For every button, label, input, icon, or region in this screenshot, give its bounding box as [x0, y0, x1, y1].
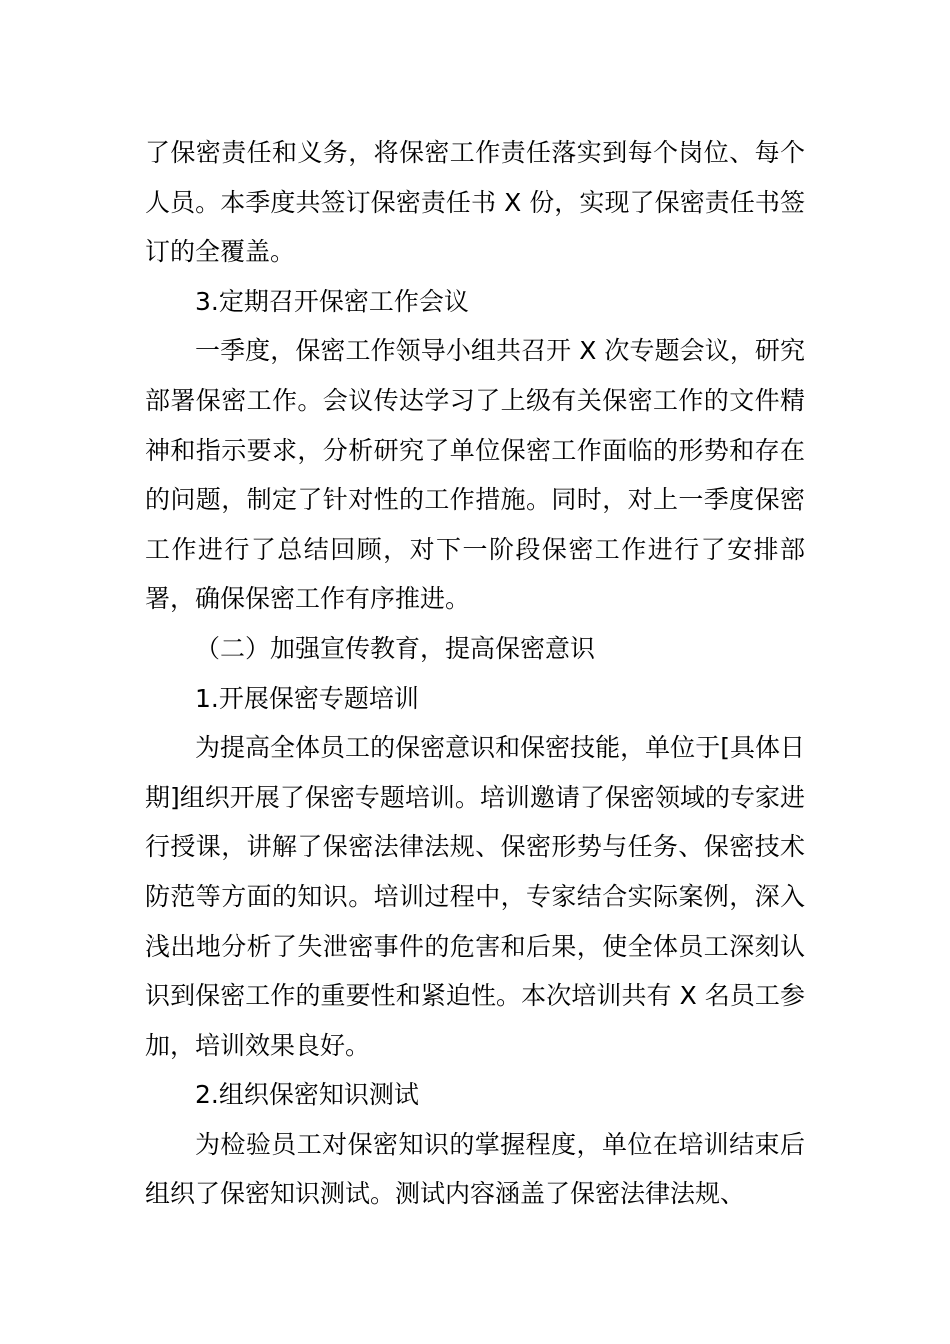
subheading-meetings: 3.定期召开保密工作会议 — [195, 286, 469, 316]
document-body — [145, 128, 805, 1219]
paragraph-continued: 了保密责任和义务，将保密工作责任落实到每个岗位、每个人员。本季度共签订保密责任书 X 份，实现了保密责任书签订的全覆盖。 — [145, 138, 805, 267]
subheading-test: 2.组织保密知识测试 — [195, 1080, 419, 1110]
paragraph-training: 为提高全体员工的保密意识和保密技能，单位于[具体日期]组织开展了保密专题培训。培训邀请了保密领域的专家进行授课，讲解了保密法律法规、保密形势与任务、保密技术防范等方面的知识。培训过程中，专家结合实际案例，深入浅出地分析了失泄密事件的危害和后果，使全体员工深刻认识到保密工作的重要性和紧迫性。本次培训共有 X 名员工参加，培训效果良好。 — [145, 733, 805, 1060]
paragraph-meetings: 一季度，保密工作领导小组共召开 X 次专题会议，研究部署保密工作。会议传达学习了上级有关保密工作的文件精神和指示要求，分析研究了单位保密工作面临的形势和存在的问题，制定了针对性的工作措施。同时，对上一季度保密工作进行了总结回顾，对下一阶段保密工作进行了安排部署，确保保密工作有序推进。 — [145, 336, 805, 614]
section-heading-education: （二）加强宣传教育，提高保密意识 — [195, 633, 596, 663]
subheading-training: 1.开展保密专题培训 — [195, 683, 419, 713]
paragraph-test: 为检验员工对保密知识的掌握程度，单位在培训结束后组织了保密知识测试。测试内容涵盖了保密法律法规、 — [145, 1129, 805, 1209]
